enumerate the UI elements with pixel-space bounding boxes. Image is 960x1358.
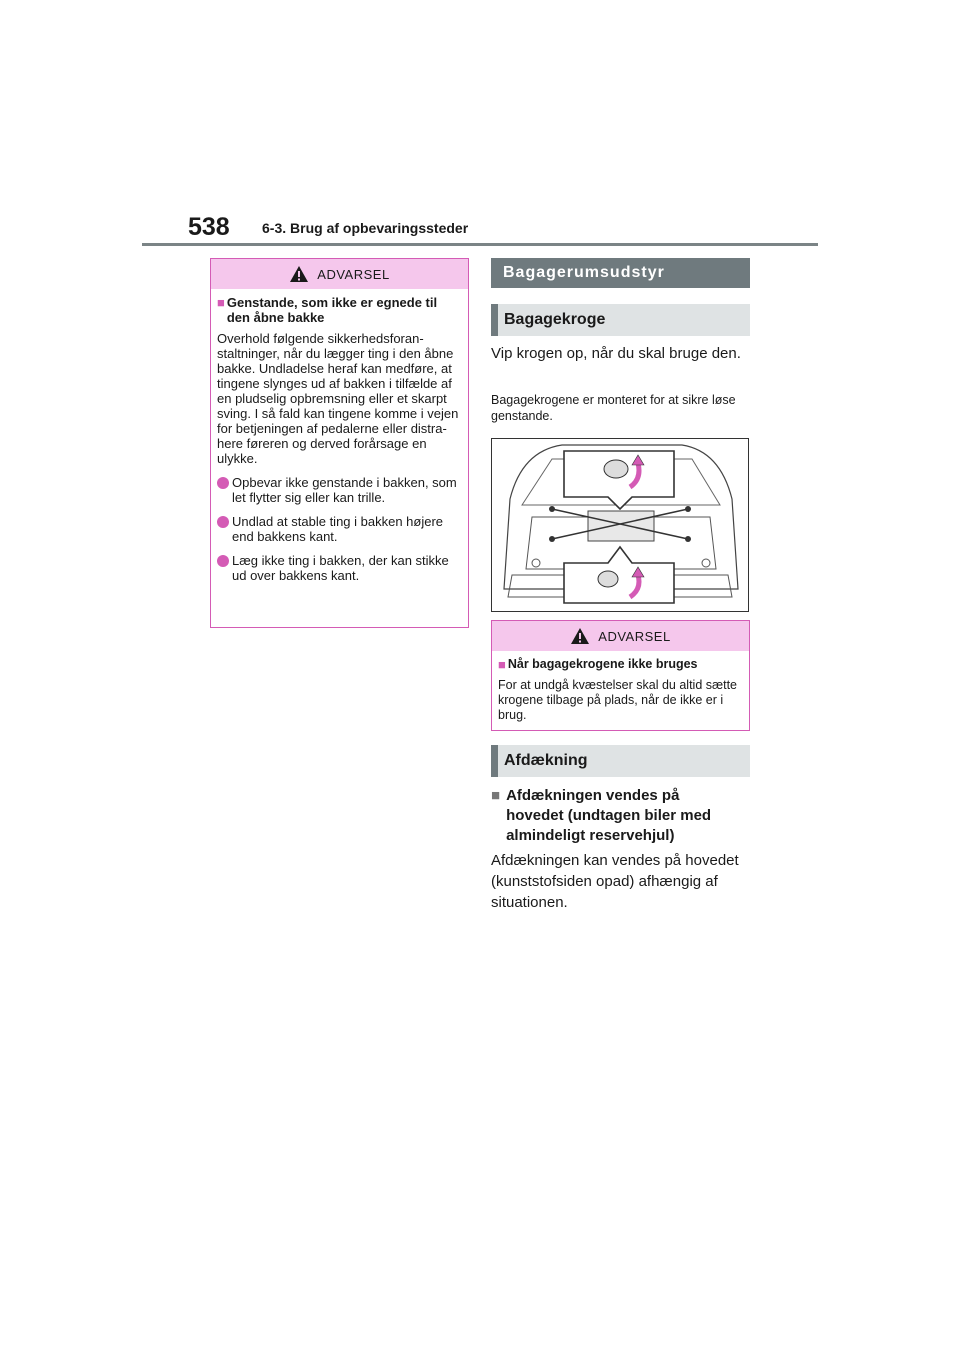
section-heading-cover: Afdækning [491, 745, 750, 777]
warning-box-right [491, 620, 750, 731]
cover-description: Afdækningen kan vendes på hovedet (kunststofsiden opad) afhængig af situationen. [491, 852, 739, 911]
circle-bullet-icon [217, 555, 229, 567]
square-bullet-icon: ■ [491, 787, 501, 804]
list-item-text: Undlad at stable ting i bakken højere end bakkens kant. [232, 514, 444, 544]
subsection-heading [491, 786, 741, 846]
list-item [217, 475, 462, 505]
warning-heading-text: Genstande, som ikke er egnede til den åbne bakke [226, 295, 438, 325]
warning-heading [498, 657, 743, 672]
section-heading-hooks: Bagagekroge [491, 304, 750, 336]
circle-bullet-icon [217, 516, 229, 528]
square-bullet-icon: ■ [217, 295, 225, 310]
cargo-area-illustration [492, 439, 748, 611]
warning-title: ADVARSEL [317, 266, 390, 282]
warning-box-left [210, 258, 469, 628]
warning-text: For at undgå kvæstelser skal du altid sætte krogene tilbage på plads, når de ikke er i brug. [498, 678, 738, 722]
square-bullet-icon: ■ [498, 657, 506, 672]
circle-bullet-icon [217, 477, 229, 489]
note-text: Bagagekrogene er monteret for at sikre løse genstande. [491, 393, 736, 423]
warning-header [492, 621, 749, 651]
luggage-hooks-illustration [491, 438, 749, 612]
warning-triangle-icon [570, 627, 590, 645]
warning-triangle-icon [289, 265, 309, 283]
header-divider [142, 243, 818, 246]
page-number: 538 [188, 213, 230, 241]
warning-text: Overhold følgende sikkerhedsforanstaltninger, når du lægger ting i den åbne bakke. Undladelse heraf kan medføre, at tingene slynges ud af bakken i tilfælde af en pludselig opbremsning eller et skarpt sving. I så fald kan tingene komme i vejen for betjeningen af pedalerne eller distrahere føreren og derved forårsage en ulykke. [217, 331, 459, 466]
warning-heading [217, 295, 462, 325]
list-item-text: Opbevar ikke genstande i bakken, som let flytter sig eller kan trille. [232, 475, 457, 505]
list-item [217, 514, 462, 544]
warning-header [211, 259, 468, 289]
subsection-heading-text: Afdækningen vendes på hovedet (undtagen biler med almindeligt reservehjul) [506, 787, 712, 844]
warning-title: ADVARSEL [598, 628, 671, 644]
chapter-banner: Bagagerumsudstyr [491, 258, 750, 288]
list-item [217, 553, 462, 583]
list-item-text: Læg ikke ting i bakken, der kan stikke ud over bakkens kant. [232, 553, 449, 583]
instruction-text: Vip krogen op, når du skal bruge den. [491, 345, 741, 362]
warning-heading-text: Når bagagekrogene ikke bruges [507, 657, 698, 671]
section-title: 6-3. Brug af opbevaringssteder [262, 220, 469, 236]
